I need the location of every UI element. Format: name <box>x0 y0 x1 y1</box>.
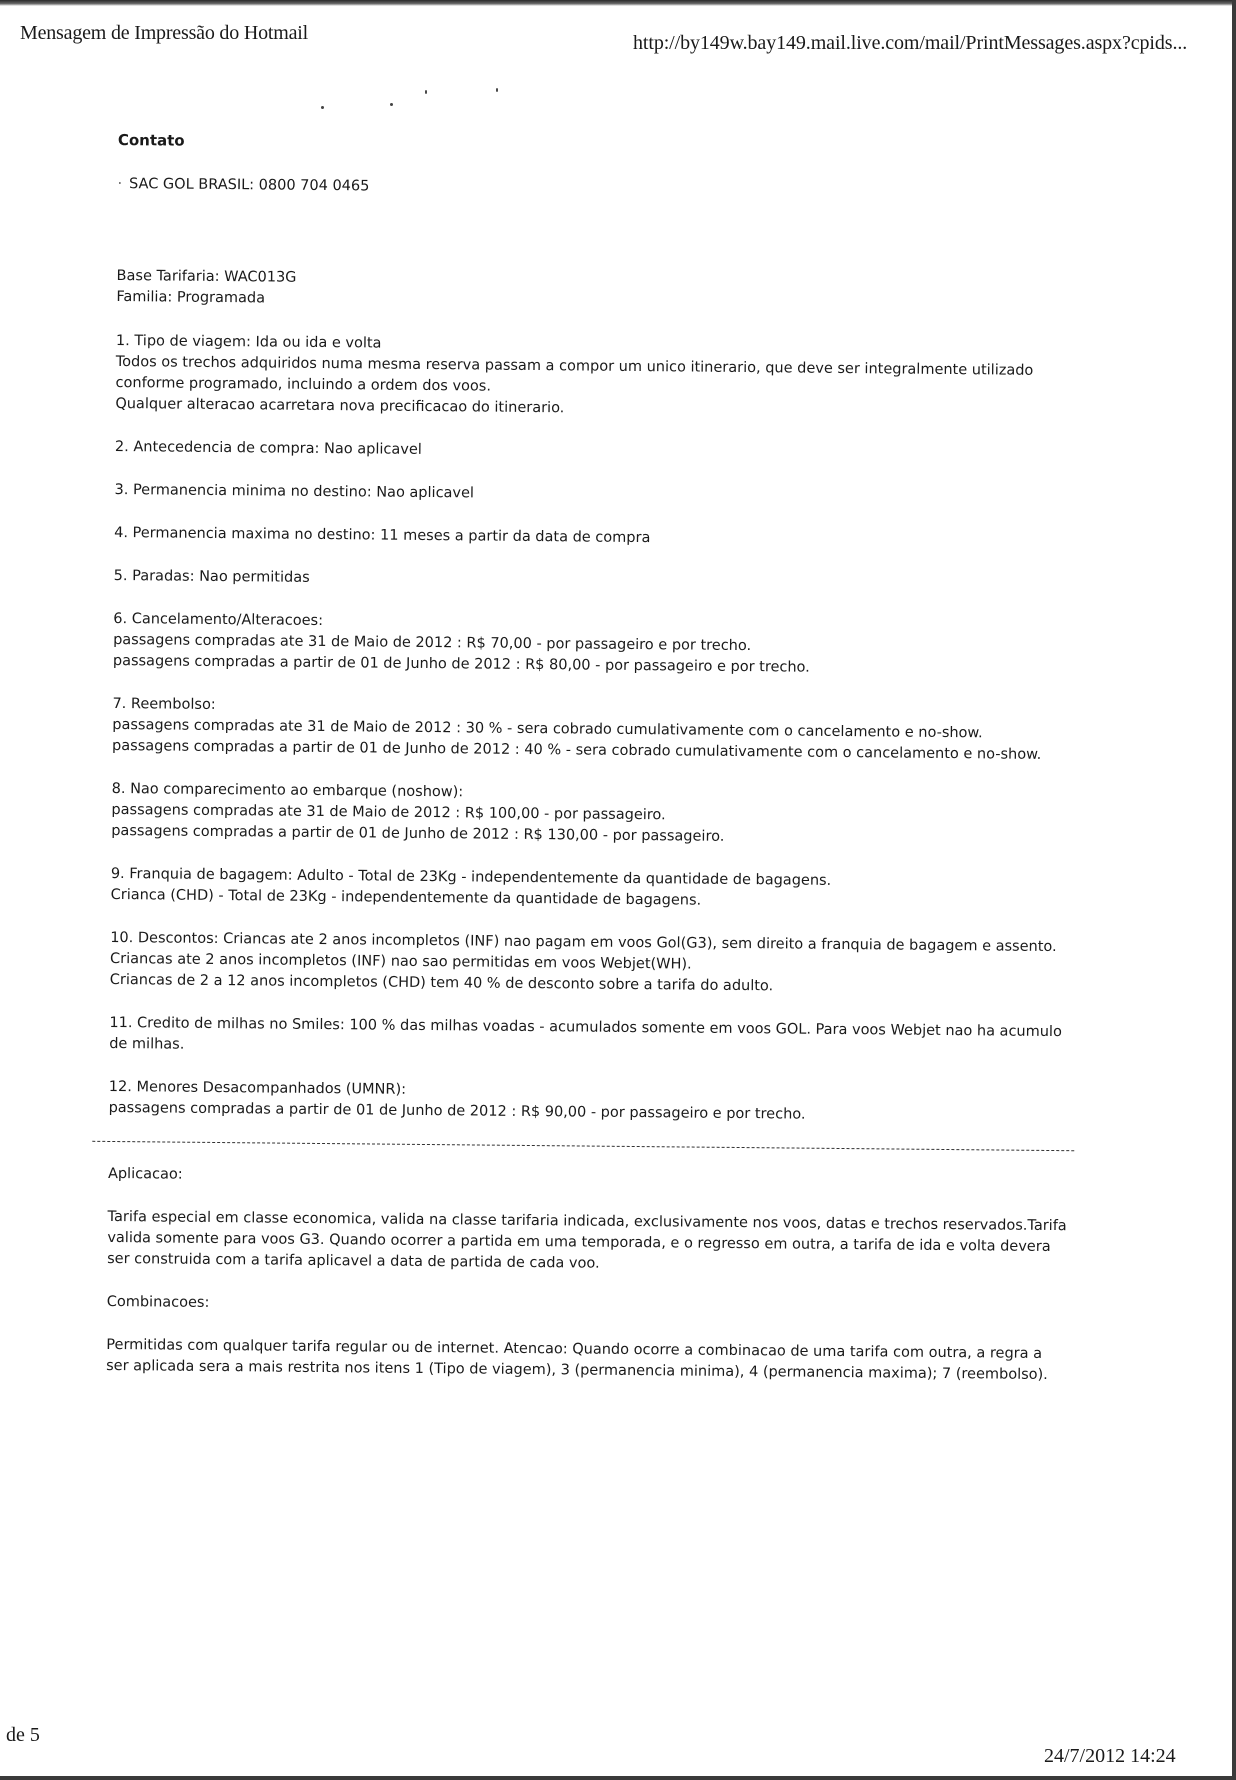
rule-item <box>114 566 1074 596</box>
rule-line: Todos os trechos adquiridos numa mesma reserva passam a compor um unico itinerario, que deve ser integralmente utilizado conforme programado, incluindo a ordem dos voos. <box>115 353 1034 395</box>
rule-title: 6. Cancelamento/Alteracoes: <box>113 610 324 629</box>
rule-item <box>113 609 1074 681</box>
fare-base: Base Tarifaria: WAC013G <box>116 267 297 286</box>
combinacoes-heading: Combinacoes: <box>106 1293 210 1311</box>
rule-line: Crianca (CHD) - Total de 23Kg - independentemente da quantidade de bagagens. <box>110 886 702 909</box>
fare-rules-list <box>109 331 1077 1128</box>
rule-line: passagens compradas a partir de 01 de Junho de 2012 : R$ 90,00 - por passageiro e por trecho. <box>108 1099 806 1123</box>
rule-title: 5. Paradas: Nao permitidas <box>113 567 310 586</box>
rule-item <box>112 694 1073 766</box>
scan-top-edge <box>0 0 1236 6</box>
rule-item <box>111 779 1072 851</box>
rule-title: 12. Menores Desacompanhados (UMNR): <box>108 1078 407 1098</box>
rule-title: 2. Antecedencia de compra: Nao aplicavel <box>114 438 422 458</box>
rule-title: 10. Descontos: Criancas ate 2 anos incompletos (INF) nao pagam em voos Gol(G3), sem direito a franquia de bagagem e assento. <box>110 929 1057 956</box>
aplicacao-heading: Aplicacao: <box>107 1165 183 1183</box>
rule-title: 11. Credito de milhas no Smiles: 100 % das milhas voadas - acumulados somente em voos GOL. Para voos Webjet nao ha acumulo de milhas. <box>109 1014 1062 1053</box>
rule-line: passagens compradas ate 31 de Maio de 2012 : R$ 100,00 - por passageiro. <box>111 801 666 824</box>
rule-item <box>115 331 1076 424</box>
dashed-divider <box>92 1141 1074 1151</box>
aplicacao-text: Tarifa especial em classe economica, valida na classe tarifaria indicada, exclusivamente nos voos, datas e trechos reservados.Tarifa valida somente para voos G3. Quando ocorrer a partida em uma temporada, e o regresso em outra, a tarifa de ida e volta devera ser construida com a tarifa aplicavel a data de partida de cada voo. <box>107 1208 1067 1272</box>
rule-line: Criancas ate 2 anos incompletos (INF) nao sao permitidas em voos Webjet(WH). <box>109 950 692 973</box>
rule-line: Criancas de 2 a 12 anos incompletos (CHD) tem 40 % de desconto sobre a tarifa do adulto. <box>109 971 774 995</box>
scan-right-edge <box>1232 0 1236 1780</box>
fare-family: Familia: Programada <box>116 288 266 307</box>
rule-title: 3. Permanencia minima no destino: Nao aplicavel <box>114 481 475 502</box>
rule-line: Qualquer alteracao acarretara nova precificacao do itinerario. <box>115 395 565 417</box>
rule-line: passagens compradas ate 31 de Maio de 2012 : 30 % - sera cobrado cumulativamente com o cancelamento e no-show. <box>112 716 983 742</box>
rule-title: 1. Tipo de viagem: Ida ou ida e volta <box>115 332 382 352</box>
message-body <box>106 130 1078 1408</box>
combinacoes-text: Permitidas com qualquer tarifa regular ou de internet. Atencao: Quando ocorre a combinacao de uma tarifa com outra, a regra a ser aplicada sera a mais restrita nos itens 1 (Tipo de viagem), 3 (permanencia minima), 4 (permanencia maxima); 7 (reembolso). <box>106 1336 1048 1383</box>
rule-title: 7. Reembolso: <box>112 695 216 713</box>
rule-line: passagens compradas a partir de 01 de Junho de 2012 : R$ 130,00 - por passageiro. <box>111 822 725 845</box>
bullet-icon: · <box>117 175 123 193</box>
rule-item <box>111 864 1071 915</box>
footer-datetime: 24/7/2012 14:24 <box>1044 1745 1176 1767</box>
rule-item <box>115 437 1075 467</box>
rule-item <box>110 928 1071 1000</box>
rule-item <box>114 480 1074 510</box>
rule-title: 4. Permanencia maxima no destino: 11 meses a partir da data de compra <box>114 524 651 547</box>
rule-line: passagens compradas a partir de 01 de Junho de 2012 : 40 % - sera cobrado cumulativamente com o cancelamento e no-show. <box>112 737 1042 763</box>
print-header-url: http://by149w.bay149.mail.live.com/mail/PrintMessages.aspx?cpids... <box>633 32 1188 54</box>
rule-item <box>109 1013 1069 1064</box>
print-header-title: Mensagem de Impressão do Hotmail <box>20 22 308 44</box>
rule-title: 9. Franquia de bagagem: Adulto - Total de 23Kg - independentemente da quantidade de bagagens. <box>110 865 832 889</box>
rule-item <box>114 523 1074 553</box>
rule-line: passagens compradas a partir de 01 de Junho de 2012 : R$ 80,00 - por passageiro e por trecho. <box>112 652 810 676</box>
sac-text: SAC GOL BRASIL: 0800 704 0465 <box>129 176 370 195</box>
rule-item <box>109 1077 1069 1128</box>
contato-heading: Contato <box>117 130 185 150</box>
rule-title: 8. Nao comparecimento ao embarque (noshow): <box>111 780 464 801</box>
footer-page-count: de 5 <box>6 1724 40 1746</box>
rule-line: passagens compradas ate 31 de Maio de 2012 : R$ 70,00 - por passageiro e por trecho. <box>113 631 752 655</box>
scan-bottom-edge <box>0 1776 1236 1780</box>
